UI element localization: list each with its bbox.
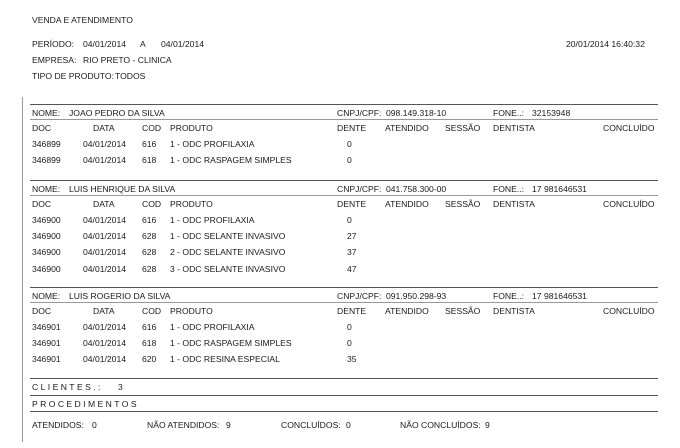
clients-count: 3 (118, 382, 123, 392)
row-product: 1 - ODC RASPAGEM SIMPLES (170, 338, 292, 349)
row-product: 1 - ODC PROFILAXIA (170, 322, 255, 332)
column-cod-header: COD (142, 123, 162, 133)
column-dentist-header: DENTISTA (493, 199, 535, 209)
row-doc: 346900 (32, 247, 61, 258)
row-cod: 628 (142, 263, 157, 274)
column-session-header: SESSÃO (445, 123, 481, 133)
attended-label: ATENDIDOS: (32, 420, 84, 430)
not-done-label: NÃO CONCLUÍDOS: (400, 420, 481, 430)
done-count: 0 (346, 420, 351, 430)
client-phone: 17 981646531 (532, 291, 587, 301)
client-rule-bottom (30, 195, 658, 196)
column-tooth-header: DENTE (337, 123, 367, 133)
client-phone-label: FONE..: (493, 108, 525, 118)
summary-rule-bottom (30, 411, 658, 412)
client-phone: 17 981646531 (532, 184, 587, 194)
client-phone-label: FONE..: (493, 291, 525, 301)
row-product: 1 - ODC SELANTE INVASIVO (170, 231, 286, 242)
period-start: 04/01/2014 (83, 39, 127, 49)
row-doc: 346901 (32, 338, 61, 349)
row-doc: 346900 (32, 231, 61, 242)
row-product: 1 - ODC RASPAGEM SIMPLES (170, 155, 292, 166)
column-dentist-header: DENTISTA (493, 123, 535, 133)
period-separator: A (140, 39, 146, 49)
column-done-header: CONCLUÍDO (603, 123, 655, 133)
client-cnpj-label: CNPJ/CPF: (337, 291, 382, 301)
summary-rule-top (30, 378, 658, 379)
row-tooth: 0 (347, 215, 352, 225)
row-doc: 346901 (32, 354, 61, 365)
row-cod: 628 (142, 231, 157, 242)
company-value: RIO PRETO - CLINICA (83, 55, 172, 65)
row-date: 04/01/2014 (83, 155, 127, 166)
row-product: 1 - ODC PROFILAXIA (170, 215, 255, 225)
left-margin-rule (22, 97, 23, 442)
column-tooth-header: DENTE (337, 199, 367, 209)
row-tooth: 27 (347, 231, 357, 242)
printed-at: 20/01/2014 16:40:32 (566, 39, 645, 49)
column-doc-header: DOC (32, 306, 52, 316)
column-tooth-header: DENTE (337, 306, 367, 316)
row-product: 2 - ODC SELANTE INVASIVO (170, 247, 286, 258)
row-date: 04/01/2014 (83, 231, 127, 242)
column-date-header: DATA (93, 306, 115, 316)
client-phone: 32153948 (532, 108, 571, 118)
row-tooth: 0 (347, 322, 352, 332)
client-rule-top (30, 287, 658, 288)
column-attended-header: ATENDIDO (385, 306, 429, 316)
column-date-header: DATA (93, 199, 115, 209)
row-doc: 346901 (32, 322, 61, 332)
column-product-header: PRODUTO (170, 306, 213, 316)
period-end: 04/01/2014 (161, 39, 205, 49)
row-tooth: 37 (347, 247, 357, 258)
column-session-header: SESSÃO (445, 199, 481, 209)
client-cnpj: 091.950.298-93 (386, 291, 447, 301)
client-phone-label: FONE..: (493, 184, 525, 194)
row-cod: 628 (142, 247, 157, 258)
column-cod-header: COD (142, 199, 162, 209)
row-doc: 346900 (32, 215, 61, 225)
column-doc-header: DOC (32, 199, 52, 209)
clients-label: CLIENTES.: (32, 382, 103, 392)
row-cod: 616 (142, 139, 157, 149)
row-tooth: 35 (347, 354, 357, 365)
row-date: 04/01/2014 (83, 215, 127, 225)
row-cod: 616 (142, 322, 157, 332)
client-name: LUIS HENRIQUE DA SILVA (69, 184, 176, 194)
client-cnpj: 041.758.300-00 (386, 184, 447, 194)
client-rule-top (30, 180, 658, 181)
client-name: JOAO PEDRO DA SILVA (69, 108, 165, 118)
row-date: 04/01/2014 (83, 263, 127, 274)
client-rule-bottom (30, 302, 658, 303)
row-date: 04/01/2014 (83, 322, 127, 332)
client-name-label: NOME: (32, 291, 61, 301)
row-cod: 618 (142, 338, 157, 349)
done-label: CONCLUÍDOS: (281, 420, 341, 430)
column-attended-header: ATENDIDO (385, 199, 429, 209)
row-doc: 346899 (32, 139, 61, 149)
column-attended-header: ATENDIDO (385, 123, 429, 133)
client-cnpj: 098.149.318-10 (386, 108, 447, 118)
row-cod: 620 (142, 354, 157, 365)
row-date: 04/01/2014 (83, 139, 127, 149)
not-attended-count: 9 (226, 420, 231, 430)
client-name: LUIS ROGERIO DA SILVA (69, 291, 171, 301)
procedures-label: PROCEDIMENTOS (32, 399, 139, 409)
row-tooth: 47 (347, 263, 357, 274)
column-done-header: CONCLUÍDO (603, 199, 655, 209)
row-date: 04/01/2014 (83, 247, 127, 258)
product-type-value: TODOS (115, 71, 146, 81)
row-date: 04/01/2014 (83, 338, 127, 349)
not-attended-label: NÃO ATENDIDOS: (147, 420, 220, 430)
row-doc: 346900 (32, 263, 61, 274)
column-dentist-header: DENTISTA (493, 306, 535, 316)
row-tooth: 0 (347, 155, 352, 166)
row-product: 3 - ODC SELANTE INVASIVO (170, 263, 286, 274)
row-doc: 346899 (32, 155, 61, 166)
client-cnpj-label: CNPJ/CPF: (337, 108, 382, 118)
column-product-header: PRODUTO (170, 199, 213, 209)
column-done-header: CONCLUÍDO (603, 306, 655, 316)
report-title: VENDA E ATENDIMENTO (32, 15, 133, 25)
column-cod-header: COD (142, 306, 162, 316)
column-date-header: DATA (93, 123, 115, 133)
row-tooth: 0 (347, 338, 352, 349)
company-label: EMPRESA: (32, 55, 77, 65)
summary-rule-mid (30, 395, 658, 396)
row-tooth: 0 (347, 139, 352, 149)
client-cnpj-label: CNPJ/CPF: (337, 184, 382, 194)
client-rule-top (30, 104, 658, 105)
row-product: 1 - ODC RESINA ESPECIAL (170, 354, 280, 365)
attended-count: 0 (92, 420, 97, 430)
row-cod: 618 (142, 155, 157, 166)
row-date: 04/01/2014 (83, 354, 127, 365)
client-name-label: NOME: (32, 108, 61, 118)
period-label: PERÍODO: (32, 39, 75, 49)
not-done-count: 9 (485, 420, 490, 430)
column-product-header: PRODUTO (170, 123, 213, 133)
client-name-label: NOME: (32, 184, 61, 194)
product-type-label: TIPO DE PRODUTO: (32, 71, 114, 81)
column-session-header: SESSÃO (445, 306, 481, 316)
row-product: 1 - ODC PROFILAXIA (170, 139, 255, 149)
row-cod: 616 (142, 215, 157, 225)
column-doc-header: DOC (32, 123, 52, 133)
client-rule-bottom (30, 119, 658, 120)
